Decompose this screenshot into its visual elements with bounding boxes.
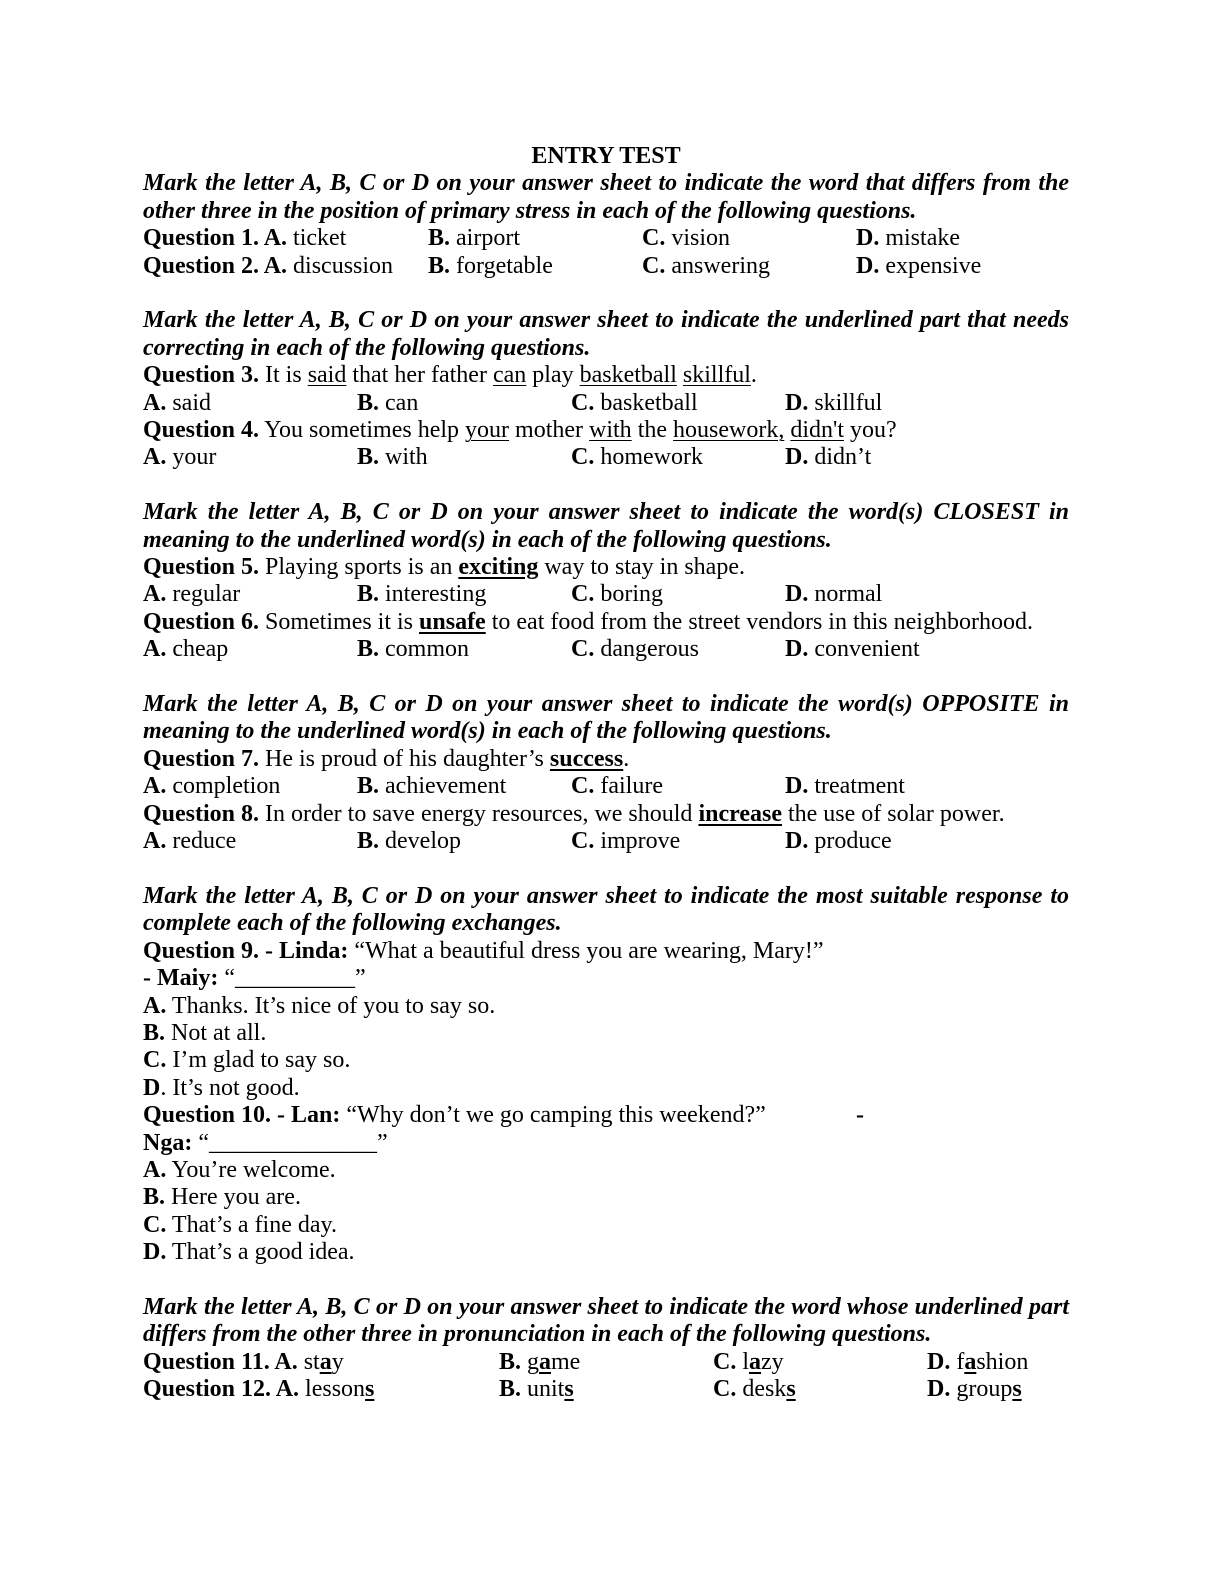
option-d: convenient (814, 636, 920, 663)
letter-d: D. (785, 636, 809, 663)
option-b: can (385, 389, 419, 416)
option-c: vision (671, 225, 731, 252)
option-c: homework (600, 444, 703, 471)
word-part: lesson (305, 1376, 366, 1403)
word-part: st (303, 1348, 320, 1375)
option-a (143, 1157, 1069, 1184)
word-part: unit (527, 1376, 565, 1403)
text: Sometimes it is (259, 608, 420, 635)
option-text: You’re welcome. (171, 1156, 336, 1183)
question-11 (143, 1349, 1069, 1376)
option-text: Here you are. (171, 1184, 301, 1211)
question-10 (143, 1102, 1069, 1129)
question-label: Question 5. (143, 554, 260, 581)
options-q3 (143, 390, 1069, 417)
question-label: Question 8. (143, 800, 260, 827)
option-c: boring (600, 581, 664, 608)
question-label: Question 12. A. (143, 1376, 300, 1403)
option-a (143, 993, 1069, 1020)
page-title: ENTRY TEST (531, 143, 681, 169)
option-b: with (385, 444, 428, 471)
question-5 (143, 554, 1069, 581)
question-label: Question 10. - Lan: (143, 1102, 341, 1129)
word-part: desk (742, 1376, 787, 1403)
instruction-pronunciation: Mark the letter A, B, C or D on your answer sheet to indicate the word whose underlined part differs from the other three in pronunciation in each of the following questions. (143, 1293, 1069, 1348)
option-a: regular (172, 581, 241, 608)
option-d: didn’t (814, 444, 872, 471)
key-word: unsafe (419, 608, 486, 635)
option-b: interesting (385, 581, 487, 608)
option-d: expensive (885, 252, 982, 279)
text: you? (844, 417, 897, 444)
letter-b: B. (499, 1348, 522, 1375)
letter-b: B. (143, 1019, 166, 1046)
letter-b: B. (143, 1184, 166, 1211)
text: the use of solar power. (781, 800, 1005, 827)
option-d (143, 1239, 1069, 1266)
option-text: That’s a good idea. (171, 1239, 355, 1266)
question-4 (143, 417, 1069, 444)
option-c: dangerous (600, 636, 699, 663)
question-1 (143, 225, 1069, 252)
letter-d: D. (785, 389, 809, 416)
letter-a: A. (143, 389, 167, 416)
letter-d: D. (785, 773, 809, 800)
option-b (143, 1184, 1069, 1211)
question-9-response (143, 965, 1069, 992)
underlined-sound: s (786, 1376, 796, 1403)
instruction-error: Mark the letter A, B, C or D on your answer sheet to indicate the underlined part that needs correcting in each of the following questions. (143, 307, 1069, 361)
option-d: mistake (885, 225, 960, 252)
text: Playing sports is an (259, 554, 459, 581)
letter-c: C. (143, 1047, 167, 1074)
text: He is proud of his daughter’s (259, 745, 550, 772)
letter-d: D. (927, 1376, 951, 1403)
text: It is (259, 362, 308, 389)
text: . (750, 362, 757, 389)
letter-b: B. (357, 828, 380, 855)
underlined-part: can (492, 362, 527, 389)
question-3 (143, 362, 1069, 389)
text: . (623, 745, 630, 772)
text: to eat food from the street vendors in this neighborhood. (485, 608, 1033, 635)
text: the (631, 417, 674, 444)
letter-c: C. (713, 1376, 737, 1403)
option-a: ticket (293, 225, 347, 252)
underlined-sound: s (564, 1376, 574, 1403)
options-q6 (143, 636, 1069, 663)
letter-a: A. (143, 992, 167, 1019)
word-part: me (551, 1348, 581, 1375)
text: play (526, 362, 580, 389)
option-text: That’s a fine day. (171, 1211, 337, 1238)
option-a: your (172, 444, 217, 471)
options-q8 (143, 828, 1069, 855)
option-a: discussion (293, 252, 394, 279)
letter-a: A. (143, 1156, 167, 1183)
options-q7 (143, 773, 1069, 800)
underlined-sound: a (964, 1348, 977, 1375)
options-q5 (143, 581, 1069, 608)
underlined-sound: s (365, 1376, 375, 1403)
option-d: D. It’s not good. (143, 1074, 300, 1101)
option-b: forgetable (456, 252, 553, 279)
letter-b: B. (357, 581, 380, 608)
option-a: cheap (172, 636, 229, 663)
question-label: Question 2. A. (143, 252, 288, 279)
underlined-part: didn't (790, 417, 845, 444)
letter-a: A. (143, 444, 167, 471)
underlined-sound: a (319, 1348, 332, 1375)
underlined-part: skillful (682, 362, 751, 389)
option-c (143, 1212, 1069, 1239)
letter-b: B. (428, 225, 451, 252)
key-word: increase (698, 800, 782, 827)
letter-d: D. (785, 444, 809, 471)
underlined-sound: a (749, 1348, 762, 1375)
letter-c: C. (713, 1348, 737, 1375)
option-text: Not at all. (171, 1019, 267, 1046)
question-12 (143, 1376, 1069, 1403)
letter-d: D. (785, 581, 809, 608)
letter-c: C. (642, 225, 666, 252)
letter-b: B. (357, 636, 380, 663)
question-9 (143, 938, 1069, 965)
text: mother (509, 417, 590, 444)
question-label: Question 7. (143, 745, 260, 772)
option-c: answering (671, 252, 770, 279)
word-part: f (956, 1348, 965, 1375)
question-label: Question 4. (143, 417, 260, 444)
key-word: success (549, 745, 624, 772)
word-part: zy (761, 1348, 784, 1375)
option-d: skillful (814, 389, 883, 416)
letter-d: D. (785, 828, 809, 855)
option-c: failure (600, 773, 663, 800)
letter-a: A. (143, 773, 167, 800)
letter-b: B. (499, 1376, 522, 1403)
word-part: g (527, 1348, 540, 1375)
speaker: Nga: (143, 1129, 193, 1156)
option-c (143, 1047, 1069, 1074)
document-page (143, 143, 1069, 1404)
option-b: develop (385, 828, 461, 855)
letter-c: C. (571, 581, 595, 608)
option-d: treatment (814, 773, 905, 800)
letter-d: D (143, 1074, 161, 1101)
dialogue-line: “What a beautiful dress you are wearing, Mary!” (348, 937, 824, 964)
letter-c: C. (143, 1211, 167, 1238)
letter-c: C. (571, 389, 595, 416)
option-d: produce (814, 828, 892, 855)
question-10-response (143, 1130, 1069, 1157)
underlined-part: basketball (579, 362, 677, 389)
letter-d: D. (856, 252, 880, 279)
option-a: said (172, 389, 212, 416)
option-b: achievement (385, 773, 507, 800)
underlined-part: housework, (673, 417, 785, 444)
underlined-part: your (465, 417, 510, 444)
option-c: improve (600, 828, 681, 855)
letter-c: C. (571, 636, 595, 663)
option-b (143, 1020, 1069, 1047)
question-7 (143, 746, 1069, 773)
letter-c: C. (642, 252, 666, 279)
option-c: basketball (600, 389, 698, 416)
text: You sometimes help (259, 417, 466, 444)
letter-c: C. (571, 444, 595, 471)
dialogue-line: “Why don’t we go camping this weekend?” (340, 1102, 766, 1129)
option-text: It’s not good. (172, 1074, 300, 1101)
question-label: Question 1. A. (143, 225, 288, 252)
letter-c: C. (571, 773, 595, 800)
letter-d: D. (927, 1348, 951, 1375)
underlined-sound: s (1012, 1376, 1022, 1403)
underlined-part: said (307, 362, 347, 389)
question-label: Question 6. (143, 608, 260, 635)
instruction-stress: Mark the letter A, B, C or D on your answer sheet to indicate the word that differs from the other three in the position of primary stress in each of the following questions. (143, 170, 1069, 224)
underlined-part: with (589, 417, 632, 444)
speaker: - Maiy: (143, 965, 219, 992)
instruction-exchange: Mark the letter A, B, C or D on your answer sheet to indicate the most suitable response to complete each of the following exchanges. (143, 882, 1069, 937)
question-6 (143, 609, 1069, 636)
word-part: y (331, 1348, 344, 1375)
word-part: shion (976, 1348, 1029, 1375)
text: that her father (346, 362, 493, 389)
options-q4 (143, 444, 1069, 471)
option-d: normal (814, 581, 883, 608)
text: In order to save energy resources, we should (259, 800, 699, 827)
option-text: I’m glad to say so. (172, 1047, 351, 1074)
letter-a: A. (143, 581, 167, 608)
option-b: airport (456, 225, 520, 252)
instruction-opposite: Mark the letter A, B, C or D on your answer sheet to indicate the word(s) OPPOSITE in meaning to the underlined word(s) in each of the following questions. (143, 691, 1069, 745)
option-text: Thanks. It’s nice of you to say so. (171, 992, 496, 1019)
blank-line: “______________” (192, 1129, 388, 1156)
text: way to stay in shape. (538, 554, 745, 581)
key-word: exciting (458, 554, 539, 581)
blank-line: “__________” (218, 965, 366, 992)
letter-c: C. (571, 828, 595, 855)
question-label: Question 11. A. (143, 1348, 298, 1375)
letter-d: D. (856, 225, 880, 252)
question-label: Question 9. - Linda: (143, 937, 349, 964)
question-label: Question 3. (143, 362, 260, 389)
dash: - (856, 1102, 864, 1129)
question-8 (143, 801, 1069, 828)
letter-b: B. (357, 444, 380, 471)
letter-b: B. (357, 773, 380, 800)
question-2 (143, 253, 1069, 280)
word-part: l (742, 1348, 750, 1375)
option-b: common (385, 636, 470, 663)
instruction-closest: Mark the letter A, B, C or D on your answer sheet to indicate the word(s) CLOSEST in meaning to the underlined word(s) in each of the following questions. (143, 499, 1069, 553)
letter-a: A. (143, 828, 167, 855)
word-part: group (956, 1376, 1013, 1403)
letter-b: B. (428, 252, 451, 279)
option-a: reduce (172, 828, 237, 855)
letter-b: B. (357, 389, 380, 416)
option-a: completion (172, 773, 281, 800)
underlined-sound: a (539, 1348, 552, 1375)
letter-a: A. (143, 636, 167, 663)
letter-d: D. (143, 1239, 167, 1266)
